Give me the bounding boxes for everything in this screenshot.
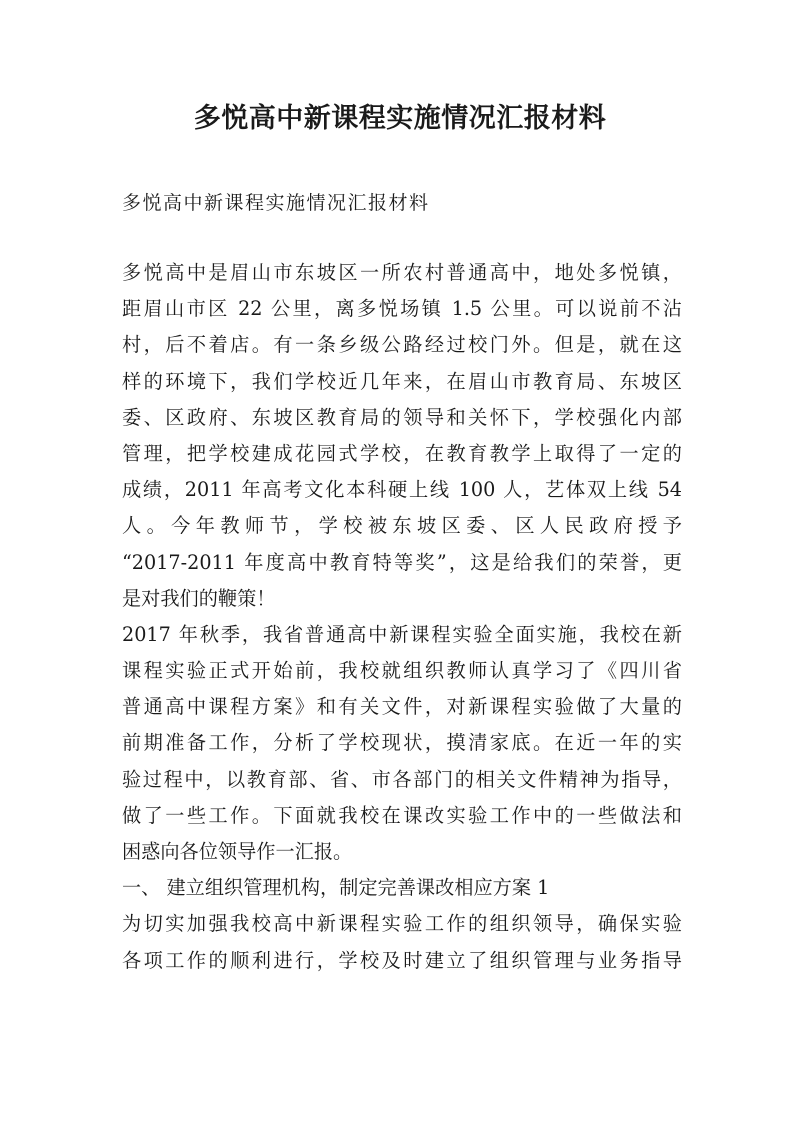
body-line: 多悦高中是眉山市东坡区一所农村普通高中，地处多悦镇，	[122, 261, 682, 284]
body-line: 是对我们的鞭策！	[122, 586, 276, 610]
body-line: 各项工作的顺利进行，学校及时建立了组织管理与业务指导	[122, 948, 682, 972]
document-subtitle: 多悦高中新课程实施情况汇报材料	[122, 192, 430, 214]
body-line: 人。今年教师节，学校被东坡区委、区人民政府授予	[122, 514, 682, 538]
body-line: 成绩，2011 年高考文化本科硬上线 100 人，艺体双上线 54	[122, 478, 682, 502]
body-line: 村，后不着店。有一条乡级公路经过校门外。但是，就在这	[122, 333, 682, 357]
body-line: 为切实加强我校高中新课程实验工作的组织领导，确保实验	[122, 912, 682, 936]
body-line: 困惑向各位领导作一汇报。	[122, 840, 353, 863]
body-line: 前期准备工作，分析了学校现状，摸清家底。在近一年的实	[122, 731, 682, 755]
body-line: 管理，把学校建成花园式学校，在教育教学上取得了一定的	[122, 441, 682, 465]
document-body	[122, 255, 682, 979]
body-line: 课程实验正式开始前，我校就组织教师认真学习了《四川省	[122, 659, 682, 683]
document-title: 多悦高中新课程实施情况汇报材料	[193, 103, 607, 134]
body-line: 做了一些工作。下面就我校在课改实验工作中的一些做法和	[122, 803, 682, 827]
body-line: 普通高中课程方案》和有关文件，对新课程实验做了大量的	[122, 695, 682, 719]
body-line: 委、区政府、东坡区教育局的领导和关怀下，学校强化内部	[122, 405, 682, 429]
body-line: “2017-2011 年度高中教育特等奖”，这是给我们的荣誉，更	[122, 550, 682, 574]
body-line: 验过程中，以教育部、省、市各部门的相关文件精神为指导，	[122, 767, 682, 791]
section-heading: 一、 建立组织管理机构，制定完善课改相应方案 1	[122, 876, 550, 900]
body-line: 距眉山市区 22 公里，离多悦场镇 1.5 公里。可以说前不沾	[122, 297, 682, 321]
body-line: 2017 年秋季，我省普通高中新课程实验全面实施，我校在新	[122, 622, 682, 646]
body-line: 样的环境下，我们学校近几年来，在眉山市教育局、东坡区	[122, 369, 682, 393]
